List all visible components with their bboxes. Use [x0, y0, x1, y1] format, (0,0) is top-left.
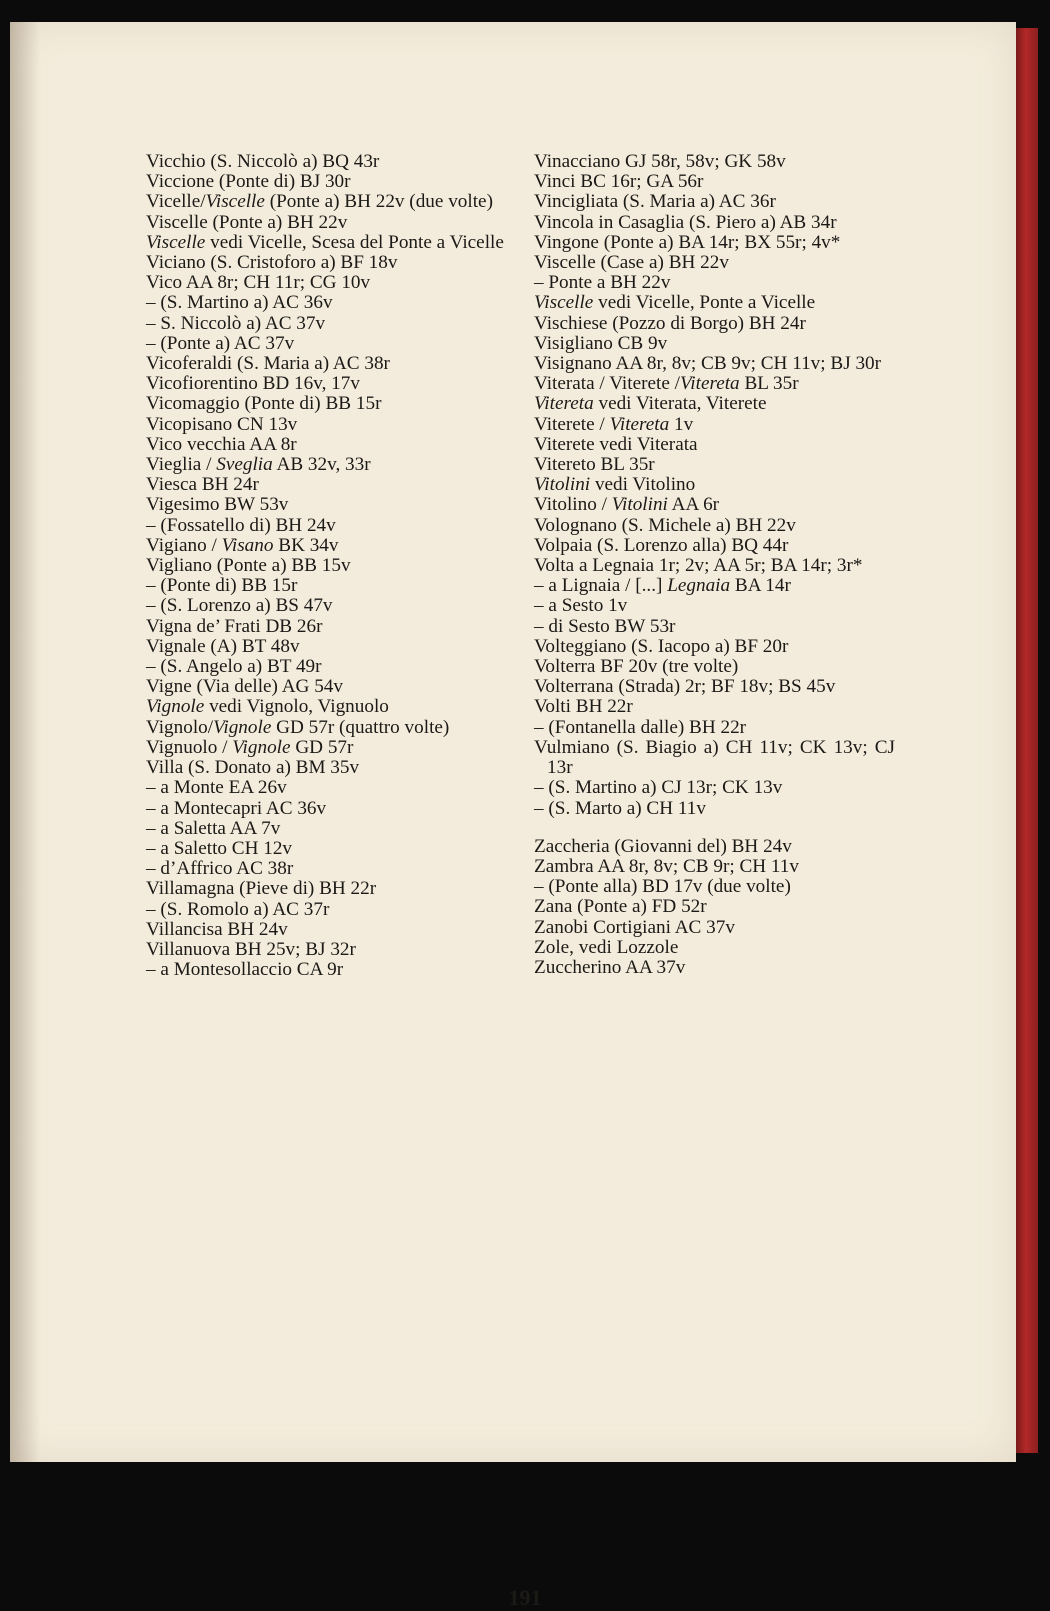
page-number: 191 — [508, 1585, 542, 1610]
index-entry: Vigiano / Visano BK 34v — [146, 534, 339, 556]
index-entry: Vicchio (S. Niccolò a) BQ 43r — [146, 151, 380, 172]
index-entry: Viciano (S. Cristoforo a) BF 18v — [146, 252, 398, 274]
book-cover-edge — [1016, 28, 1038, 1453]
index-entry: Vieglia / Sveglia AB 32v, 33r — [146, 454, 371, 476]
index-entry: – (S. Martino a) AC 36v — [146, 292, 333, 314]
index-entry: Vignole vedi Vignolo, Vignuolo — [146, 696, 389, 718]
index-entry: Vincola in Casaglia (S. Piero a) AB 34r — [534, 211, 837, 233]
index-entry: Villanuova BH 25v; BJ 32r — [146, 938, 356, 960]
index-entry: Zuccherino AA 37v — [534, 956, 686, 978]
index-entry: Vulmiano (S. Biagio a) CH 11v; CK 13v; CJ 13r — [534, 736, 895, 779]
index-entry: Viterata / Viterete /Vitereta BL 35r — [534, 373, 799, 395]
index-entry: Vigna de’ Frati DB 26r — [146, 615, 323, 637]
index-entry: Villa (S. Donato a) BM 35v — [146, 757, 360, 779]
index-entry: Vitolino / Vitolini AA 6r — [534, 494, 720, 516]
index-entry: – (S. Martino a) CJ 13r; CK 13v — [534, 777, 783, 799]
index-entry: Vigesimo BW 53v — [146, 494, 289, 516]
index-entry: Vingone (Ponte a) BA 14r; BX 55r; 4v* — [534, 231, 841, 253]
index-entry: – di Sesto BW 53r — [534, 615, 676, 637]
index-entry: Vicoferaldi (S. Maria a) AC 38r — [146, 353, 390, 375]
index-entry: Viesca BH 24r — [146, 474, 259, 496]
index-entry: – (S. Marto a) CH 11v — [534, 797, 706, 819]
index-entry: Vitereta vedi Viterata, Viterete — [534, 393, 767, 415]
index-entry: Visigliano CB 9v — [534, 332, 668, 354]
index-entry: Vicelle/Viscelle (Ponte a) BH 22v (due volte) — [146, 191, 493, 213]
index-entry: Zaccheria (Giovanni del) BH 24v — [534, 835, 792, 857]
index-entry: Vignale (A) BT 48v — [146, 635, 300, 657]
index-entry: Villamagna (Pieve di) BH 22r — [146, 878, 377, 900]
index-entry: Vincigliata (S. Maria a) AC 36r — [534, 191, 776, 213]
index-entry: – d’Affrico AC 38r — [146, 858, 294, 880]
index-entry: – a Montecapri AC 36v — [146, 797, 327, 819]
index-entry: Vitereto BL 35r — [534, 454, 655, 476]
index-entry: Vico vecchia AA 8r — [146, 433, 297, 455]
index-entry: Vischiese (Pozzo di Borgo) BH 24r — [534, 312, 806, 334]
index-entry: Viscelle (Ponte a) BH 22v — [146, 211, 348, 233]
index-entry: Villancisa BH 24v — [146, 918, 288, 940]
index-entry: Zole, vedi Lozzole — [534, 936, 679, 958]
index-entry: – (Fossatello di) BH 24v — [146, 514, 336, 536]
index-entry: – (S. Romolo a) AC 37r — [146, 898, 330, 920]
index-entry: Volta a Legnaia 1r; 2v; AA 5r; BA 14r; 3r* — [534, 555, 863, 577]
index-entry: – a Saletto CH 12v — [146, 837, 293, 859]
index-entry: – (Ponte alla) BD 17v (due volte) — [534, 876, 791, 898]
index-entry: Vigliano (Ponte a) BB 15v — [146, 555, 351, 577]
index-entry: – a Sesto 1v — [534, 595, 628, 617]
index-entry: Zana (Ponte a) FD 52r — [534, 896, 707, 918]
gutter-shadow — [10, 22, 40, 1462]
index-entry: Zambra AA 8r, 8v; CB 9r; CH 11v — [534, 855, 799, 877]
index-entry: – a Lignaia / [...] Legnaia BA 14r — [534, 575, 791, 597]
index-left-column — [146, 152, 511, 980]
index-entry: Vignuolo / Vignole GD 57r — [146, 736, 354, 758]
index-entry: Vicofiorentino BD 16v, 17v — [146, 373, 360, 395]
index-entry: Viterete / Vitereta 1v — [534, 413, 694, 435]
index-entry: Vitolini vedi Vitolino — [534, 474, 696, 496]
index-entry: Volterrana (Strada) 2r; BF 18v; BS 45v — [534, 676, 836, 698]
index-entry: – (Ponte a) AC 37v — [146, 332, 295, 354]
index-entry: Viscelle vedi Vicelle, Scesa del Ponte a Vicelle — [146, 231, 504, 253]
index-entry: Viccione (Ponte di) BJ 30r — [146, 171, 351, 193]
index-entry: – Ponte a BH 22v — [534, 272, 671, 294]
index-entry: Vinci BC 16r; GA 56r — [534, 171, 704, 193]
index-entry: – a Saletta AA 7v — [146, 817, 281, 839]
index-entry: Viscelle (Case a) BH 22v — [534, 252, 729, 274]
index-entry: – (Ponte di) BB 15r — [146, 575, 298, 597]
index-entry: Vigne (Via delle) AG 54v — [146, 676, 343, 698]
index-entry: Volteggiano (S. Iacopo a) BF 20r — [534, 635, 789, 657]
index-entry: Vicopisano CN 13v — [146, 413, 298, 435]
index-entry: – (Fontanella dalle) BH 22r — [534, 716, 747, 738]
index-right-column — [534, 152, 895, 978]
index-entry: Viscelle vedi Vicelle, Ponte a Vicelle — [534, 292, 816, 314]
index-entry: – (S. Angelo a) BT 49r — [146, 656, 322, 678]
index-entry: – (S. Lorenzo a) BS 47v — [146, 595, 333, 617]
index-entry: Vico AA 8r; CH 11r; CG 10v — [146, 272, 371, 294]
index-entry: Volti BH 22r — [534, 696, 633, 718]
index-entry: – a Monte EA 26v — [146, 777, 287, 799]
index-entry: Vinacciano GJ 58r, 58v; GK 58v — [534, 151, 786, 172]
index-entry: Vicomaggio (Ponte di) BB 15r — [146, 393, 382, 415]
index-entry: Volterra BF 20v (tre volte) — [534, 656, 739, 678]
index-entry: Zanobi Cortigiani AC 37v — [534, 916, 735, 938]
index-entry: Volognano (S. Michele a) BH 22v — [534, 514, 796, 536]
index-entry: Vignolo/Vignole GD 57r (quattro volte) — [146, 716, 450, 738]
index-entry: – a Montesollaccio CA 9r — [146, 959, 344, 981]
index-entry: Visignano AA 8r, 8v; CB 9v; CH 11v; BJ 30r — [534, 353, 882, 375]
index-entry: Viterete vedi Viterata — [534, 433, 698, 455]
index-entry: – S. Niccolò a) AC 37v — [146, 312, 326, 334]
index-entry: Volpaia (S. Lorenzo alla) BQ 44r — [534, 534, 789, 556]
